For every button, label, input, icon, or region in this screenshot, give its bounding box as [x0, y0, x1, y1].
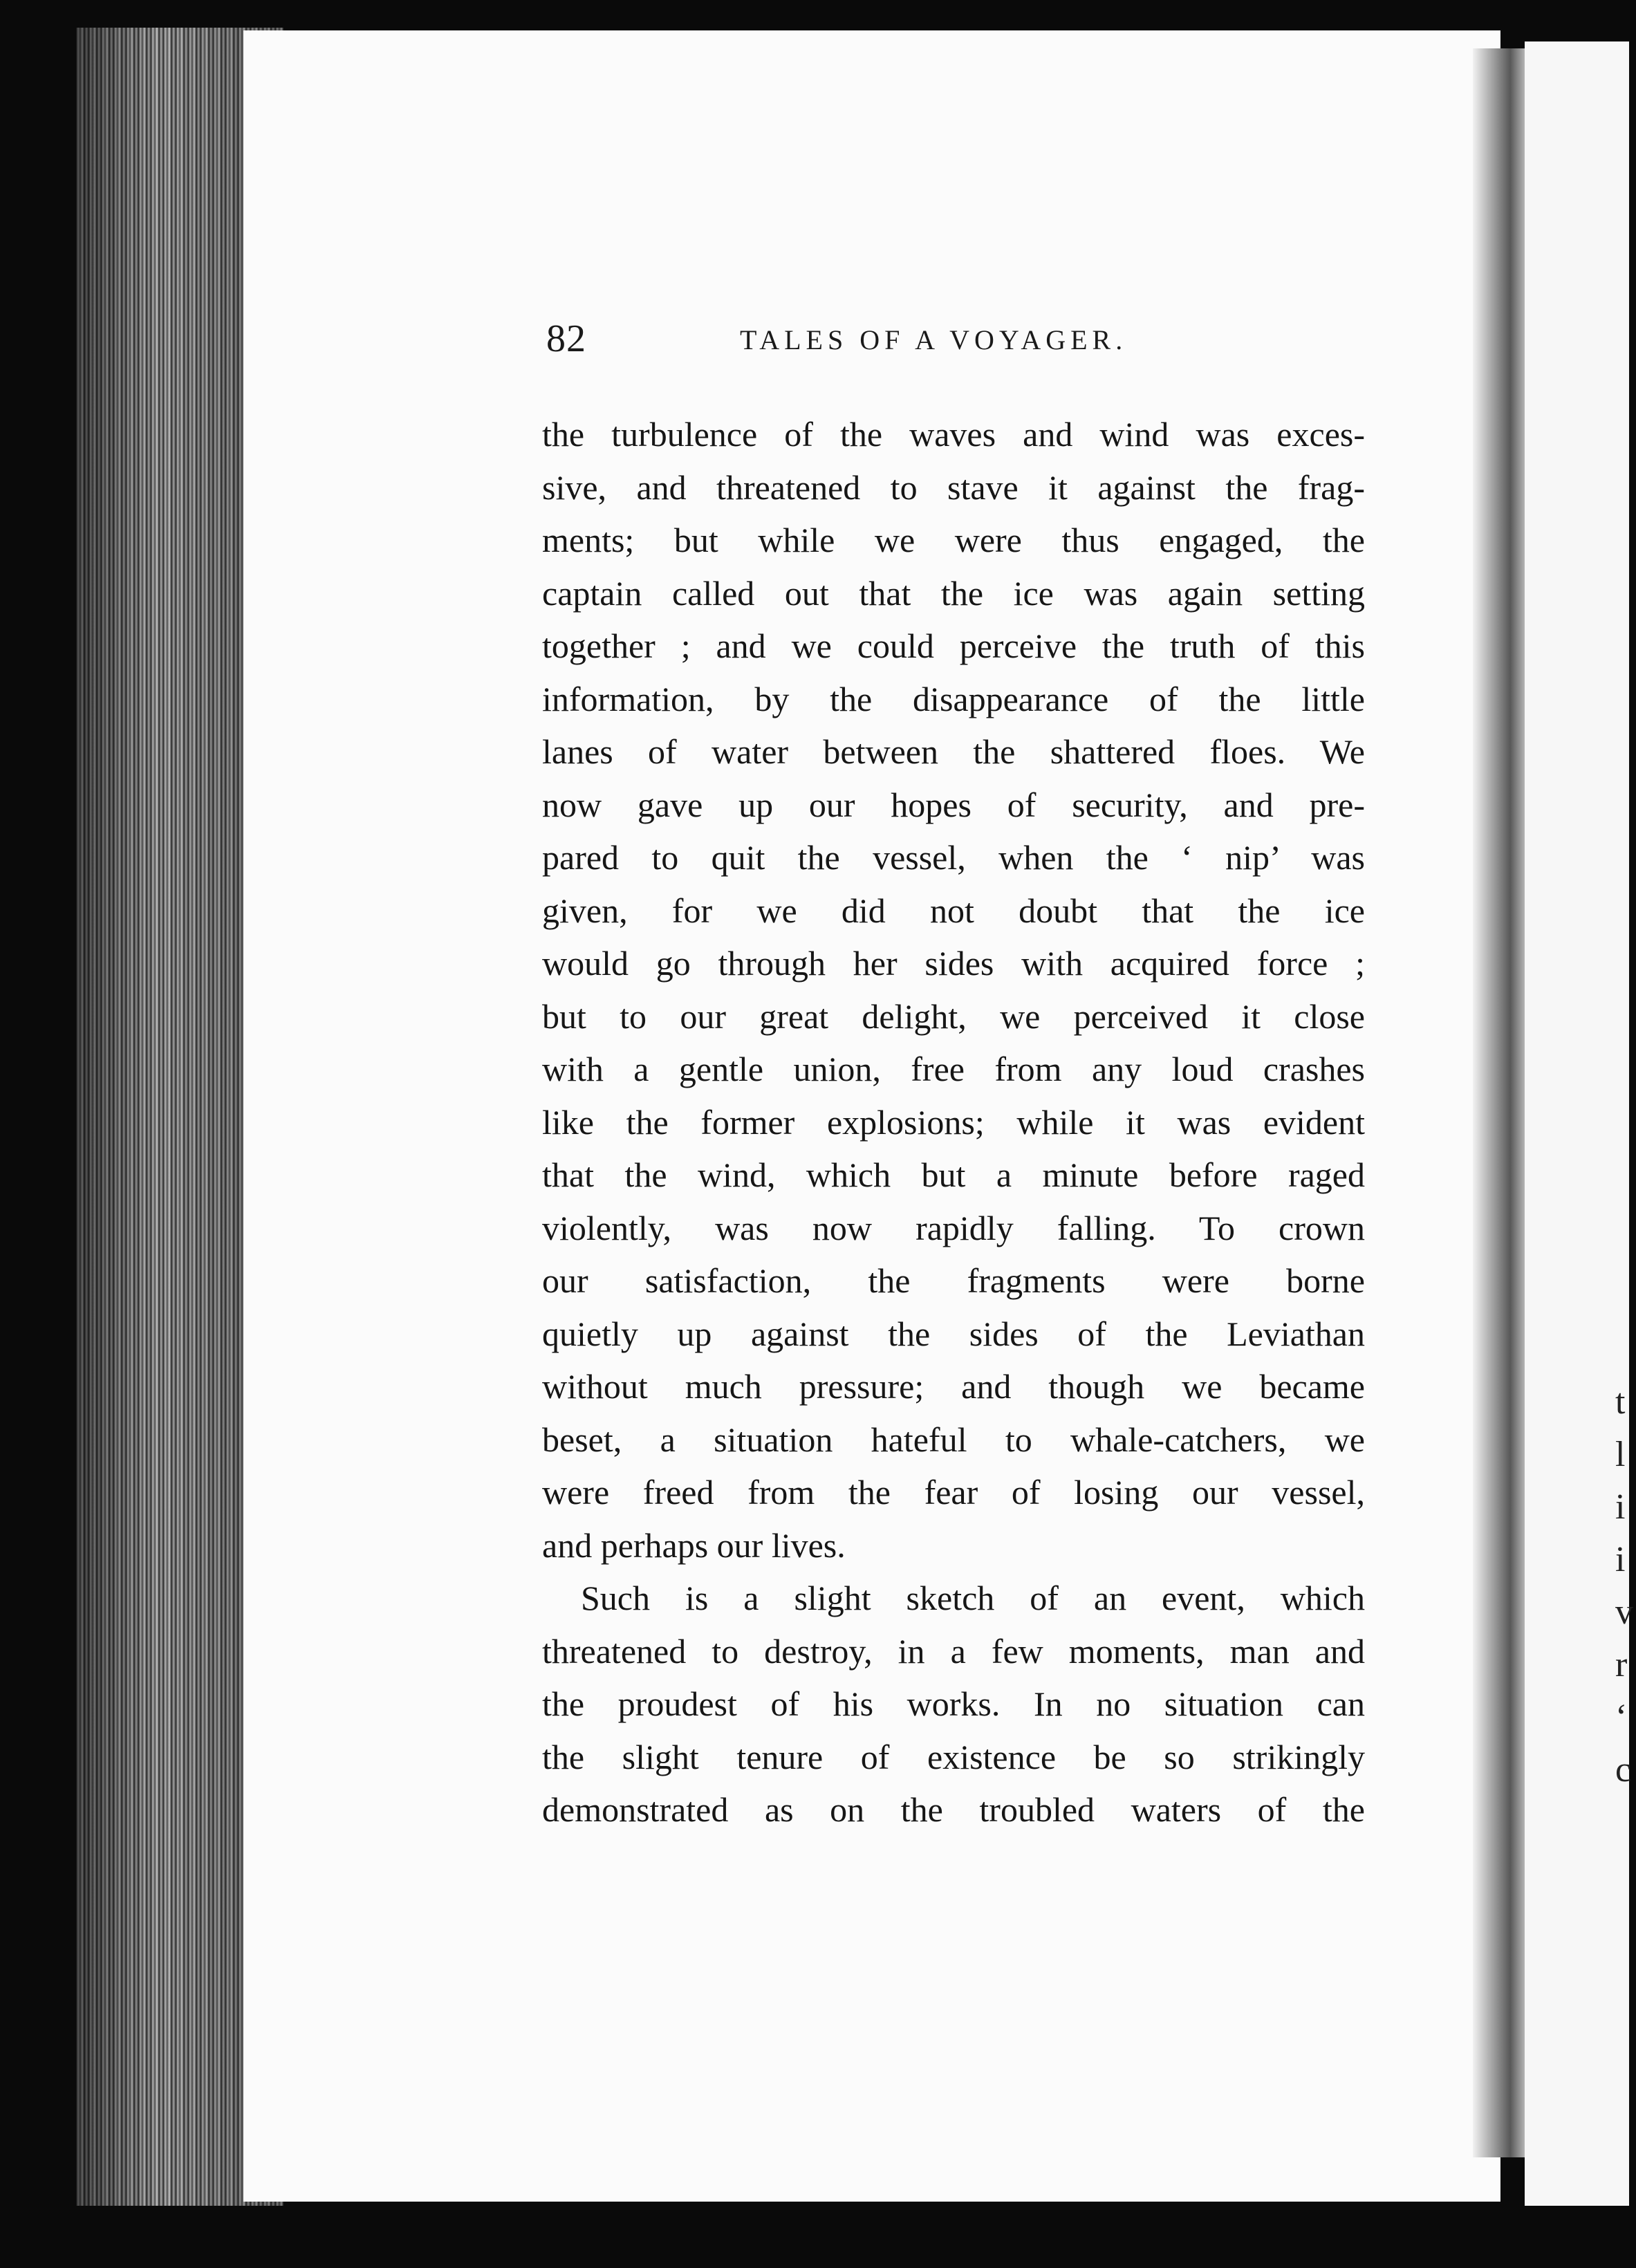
adjacent-letter: ‘ [1615, 1698, 1628, 1737]
text-line: without much pressure; and though we became [542, 1367, 1365, 1406]
text-line: with a gentle union, free from any loud crashes [542, 1050, 1365, 1088]
adjacent-letter: i [1615, 1540, 1626, 1579]
paragraph-end-line: and perhaps our lives. [542, 1525, 846, 1565]
adjacent-page [1525, 41, 1629, 2206]
adjacent-letter: l [1615, 1435, 1626, 1474]
page-number: 82 [546, 317, 586, 360]
text-line: given, for we did not doubt that the ice [542, 891, 1365, 930]
text-line: ments; but while we were thus engaged, the [542, 521, 1365, 559]
adjacent-page-letters [1615, 1376, 1636, 1796]
text-line: beset, a situation hateful to whale-catchers, we [542, 1420, 1365, 1459]
adjacent-letter: i [1615, 1487, 1626, 1527]
paragraph-start-line: Such is a slight sketch of an event, which [581, 1579, 1365, 1617]
text-line: but to our great delight, we perceived it close [542, 996, 1365, 1036]
text-line: sive, and threatened to stave it against the frag- [542, 467, 1365, 507]
body-text [542, 408, 1365, 1837]
adjacent-letter: v [1615, 1592, 1633, 1632]
text-line: would go through her sides with acquired force ; [542, 944, 1365, 983]
text-line: information, by the disappearance of the little [542, 679, 1365, 718]
text-line: violently, was now rapidly falling. To crown [542, 1208, 1365, 1247]
adjacent-letter: t [1615, 1382, 1626, 1422]
text-line: like the former explosions; while it was evident [542, 1102, 1365, 1142]
text-line: together ; and we could perceive the truth of this [542, 626, 1365, 665]
text-line: lanes of water between the shattered floes. We [542, 732, 1365, 771]
running-title: TALES OF A VOYAGER. [740, 324, 1128, 355]
text-line: were freed from the fear of losing our vessel, [542, 1473, 1365, 1512]
running-head [546, 317, 1376, 372]
adjacent-letter: r [1615, 1645, 1628, 1684]
text-line: the proudest of his works. In no situation can [542, 1684, 1365, 1723]
text-line: now gave up our hopes of security, and pre- [542, 785, 1365, 824]
text-line: the turbulence of the waves and wind was exces- [542, 415, 1365, 454]
text-line: the slight tenure of existence be so strikingly [542, 1737, 1365, 1776]
text-line: our satisfaction, the fragments were borne [542, 1261, 1365, 1300]
text-line: that the wind, which but a minute before raged [542, 1155, 1365, 1194]
text-line: pared to quit the vessel, when the ‘ nip’ was [542, 838, 1365, 877]
text-line: quietly up against the sides of the Leviathan [542, 1314, 1365, 1353]
text-line: captain called out that the ice was again setting [542, 573, 1365, 613]
text-line: threatened to destroy, in a few moments, man and [542, 1631, 1365, 1671]
text-line: demonstrated as on the troubled waters of the [542, 1790, 1365, 1829]
adjacent-letter: c [1615, 1750, 1632, 1790]
